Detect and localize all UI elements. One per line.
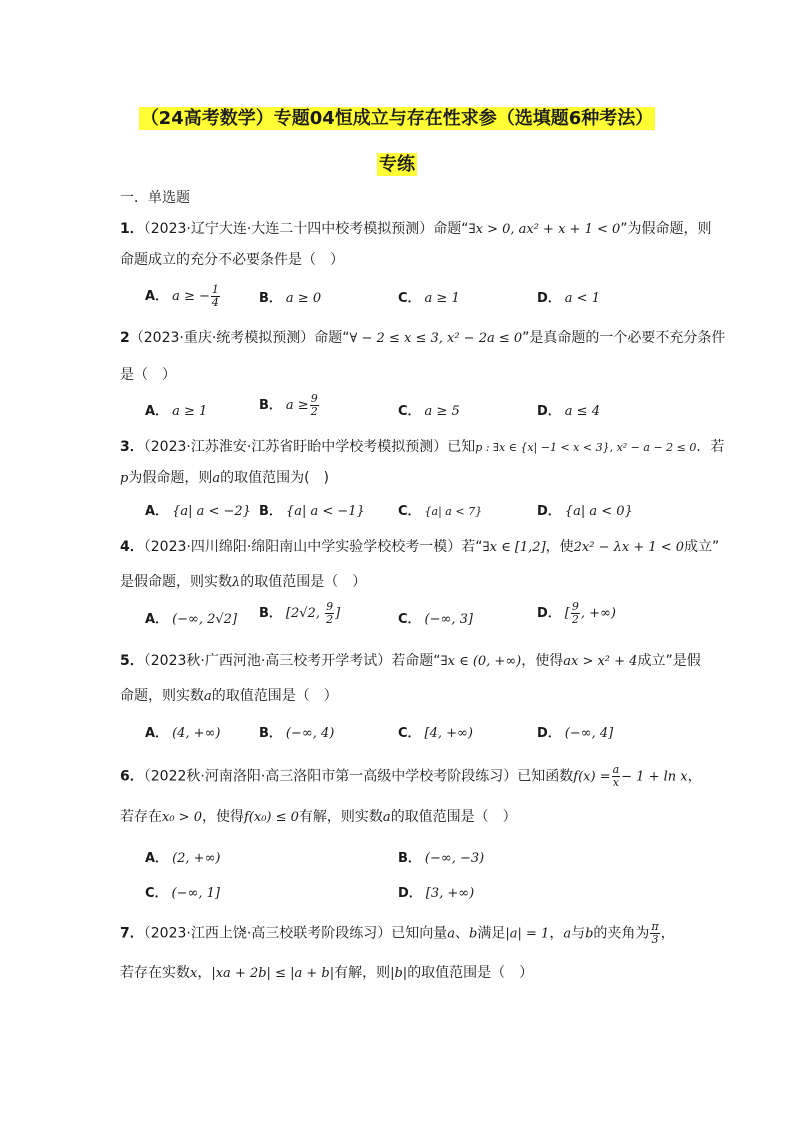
q4-option-c: C． (−∞, 3] xyxy=(398,612,473,627)
q1-option-c: C． a ≥ 1 xyxy=(398,291,460,306)
q2-line2: 是（ ） xyxy=(120,367,176,383)
q6-line1: 6．（2022秋·河南洛阳·高三洛阳市第一高级中学校考阶段练习）已知函数f(x) = $\frac{a}{x}$ − 1 + ln x， xyxy=(120,763,702,789)
doc-title-line2: 专练 xyxy=(379,154,415,175)
q5-option-b: B． (−∞, 4) xyxy=(259,726,335,741)
q5-option-c: C． [4, +∞) xyxy=(398,726,473,741)
q4-line2: 是假命题，则实数λ的取值范围是（ ） xyxy=(120,574,367,590)
section-heading: 一．单选题 xyxy=(120,190,190,206)
q2-option-c: C． a ≥ 5 xyxy=(398,404,460,419)
q7-line2: 若存在实数x，|xa + 2b| ≤ |a + b|有解，则|b|的取值范围是（ ） xyxy=(120,965,534,981)
q2-option-b: B． a ≥ $\frac{9}{2}$ xyxy=(259,392,318,418)
q3-option-a: A． {a| a < −2} xyxy=(145,504,251,519)
q3-option-c: C． {a| a < 7} xyxy=(398,504,483,519)
q2-option-d: D． a ≤ 4 xyxy=(537,404,600,419)
q2-line1: 2（2023·重庆·统考模拟预测）命题“∀ − 2 ≤ x ≤ 3, x² − 2a ≤ 0”是真命题的一个必要不充分条件 xyxy=(120,330,726,346)
q6-option-b: B． (−∞, −3) xyxy=(398,851,485,866)
q5-line2: 命题，则实数a的取值范围是（ ） xyxy=(120,688,338,704)
q4-option-d: D． [ $\frac{9}{2}$ , +∞) xyxy=(537,600,616,626)
q4-line1: 4．（2023·四川绵阳·绵阳南山中学实验学校校考一模）若“∃x ∈ [1,2]，使2x² − λx + 1 < 0成立” xyxy=(120,539,720,555)
q6-option-a: A． (2, +∞) xyxy=(145,851,221,866)
q5-option-a: A． (4, +∞) xyxy=(145,726,221,741)
q3-line2: p为假命题，则a的取值范围为( ) xyxy=(120,470,330,486)
doc-title-line1: （24高考数学）专题04恒成立与存在性求参（选填题6种考法） xyxy=(140,108,654,129)
q6-line2: 若存在x₀ > 0，使得f(x₀) ≤ 0有解，则实数a的取值范围是（ ） xyxy=(120,809,517,825)
q6-option-d: D． [3, +∞) xyxy=(398,886,475,901)
q1-line2: 命题成立的充分不必要条件是（ ） xyxy=(120,252,344,268)
q3-option-d: D． {a| a < 0} xyxy=(537,504,633,519)
q3-line1: 3．（2023·江苏淮安·江苏省盱眙中学校考模拟预测）已知p : ∃x ∈ {x| −1 < x < 3}, x² − a − 2 ≤ 0．若 xyxy=(120,439,725,455)
q3-option-b: B． {a| a < −1} xyxy=(259,504,365,519)
q5-line1: 5．（2023秋·广西河池·高三校考开学考试）若命题“∃x ∈ (0, +∞)，使得ax > x² + 4成立”是假 xyxy=(120,653,701,669)
q2-option-a: A． a ≥ 1 xyxy=(145,404,208,419)
q1-line1: 1．（2023·辽宁大连·大连二十四中校考模拟预测）命题“∃x > 0, ax² + x + 1 < 0”为假命题，则 xyxy=(120,221,712,237)
q6-option-c: C． (−∞, 1] xyxy=(145,886,220,901)
q1-option-d: D． a < 1 xyxy=(537,291,600,306)
q4-option-a: A． (−∞, 2√2] xyxy=(145,612,238,627)
q7-line1: 7．（2023·江西上饶·高三校联考阶段练习）已知向量a、b满足|a| = 1，a与b的夹角为 $\frac{\pi}{3}$ ， xyxy=(120,920,675,946)
q5-option-d: D． (−∞, 4] xyxy=(537,726,614,741)
q1-option-b: B． a ≥ 0 xyxy=(259,291,322,306)
q4-option-b: B． [2√2, $\frac{9}{2}$ ] xyxy=(259,600,341,626)
q1-option-a: A． a ≥ − $\frac{1}{4}$ xyxy=(145,283,219,309)
